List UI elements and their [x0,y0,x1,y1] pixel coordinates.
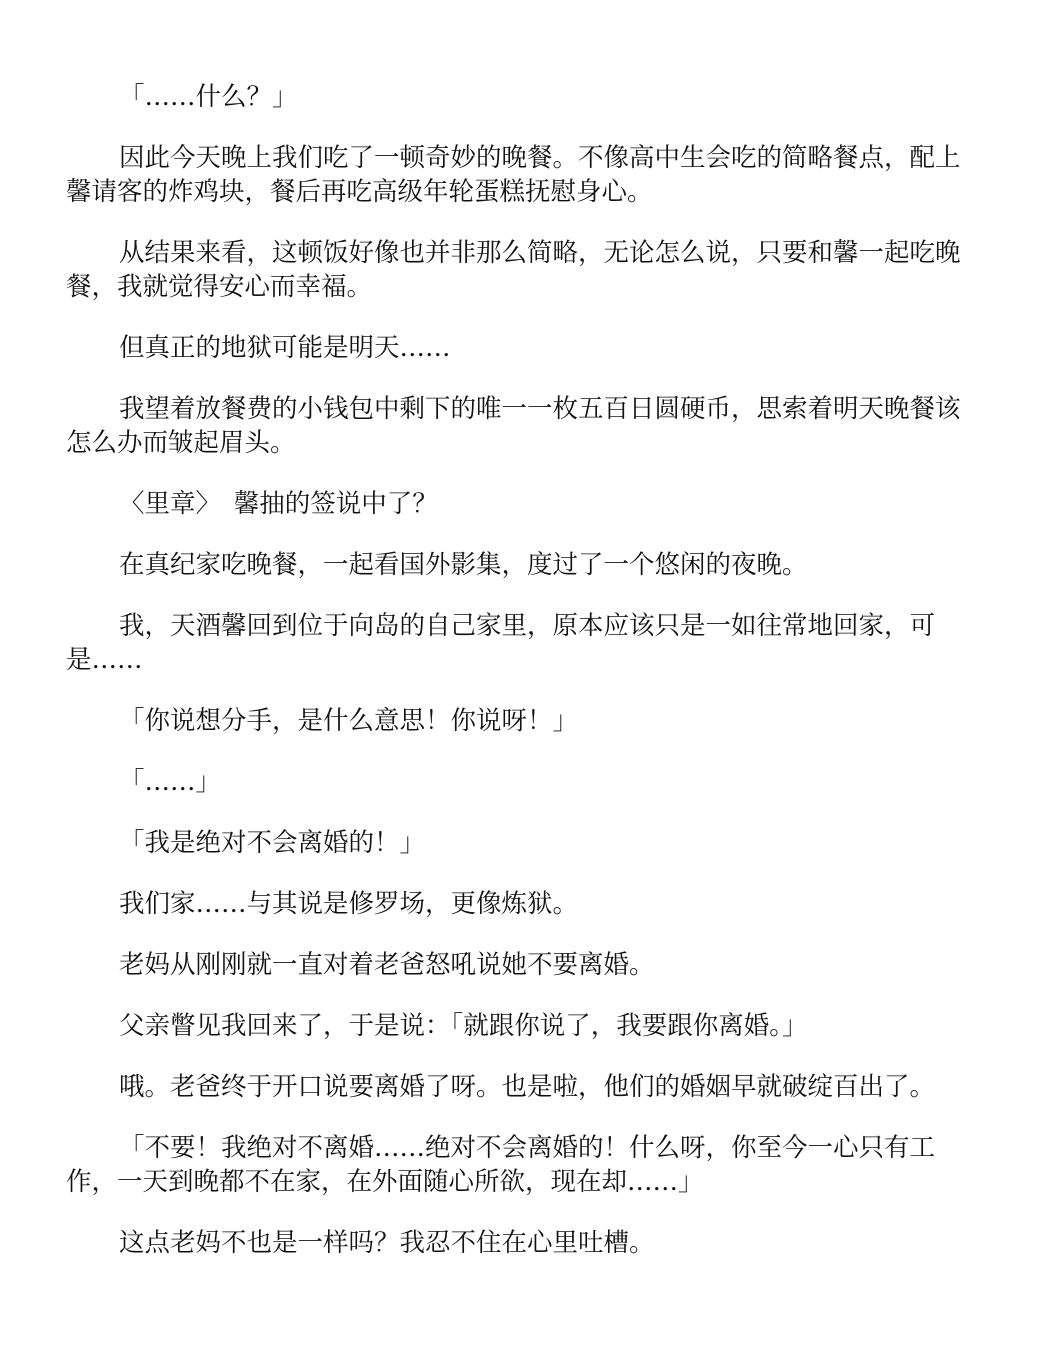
paragraph: 「我是绝对不会离婚的！」 [119,828,426,858]
paragraph: 老妈从刚刚就一直对着老爸怒吼说她不要离婚。 [119,950,655,980]
paragraph: 父亲瞥见我回来了，于是说：「就跟你说了，我要跟你离婚。」 [119,1011,808,1041]
paragraph: 「……什么？」 [119,82,298,112]
paragraph: 在真纪家吃晚餐，一起看国外影集，度过了一个悠闲的夜晚。 [119,550,808,580]
paragraph: 「……」 [119,767,222,797]
paragraph: 我，天酒馨回到位于向岛的自己家里，原本应该只是一如往常地回家，可是…… [66,611,936,675]
paragraph: 「你说想分手，是什么意思！你说呀！」 [119,706,579,736]
paragraph: 从结果来看，这顿饭好像也并非那么简略，无论怎么说，只要和馨一起吃晚餐，我就觉得安心而幸福。 [66,238,961,302]
paragraph: 哦。老爸终于开口说要离婚了呀。也是啦，他们的婚姻早就破绽百出了。 [119,1072,936,1102]
paragraph: 我们家……与其说是修罗场，更像炼狱。 [119,889,579,919]
paragraph: 「不要！我绝对不离婚……绝对不会离婚的！什么呀，你至今一心只有工作，一天到晚都不在家，在外面随心所欲，现在却……」 [66,1133,936,1197]
paragraph: 我望着放餐费的小钱包中剩下的唯一一枚五百日圆硬币，思索着明天晚餐该怎么办而皱起眉头。 [66,394,961,458]
chapter-heading: 〈里章〉 馨抽的签说中了？ [119,489,438,519]
paragraph: 因此今天晚上我们吃了一顿奇妙的晚餐。不像高中生会吃的简略餐点，配上馨请客的炸鸡块，餐后再吃高级年轮蛋糕抚慰身心。 [66,143,961,207]
paragraph: 但真正的地狱可能是明天…… [119,333,451,363]
paragraph: 这点老妈不也是一样吗？我忍不住在心里吐槽。 [119,1228,655,1258]
